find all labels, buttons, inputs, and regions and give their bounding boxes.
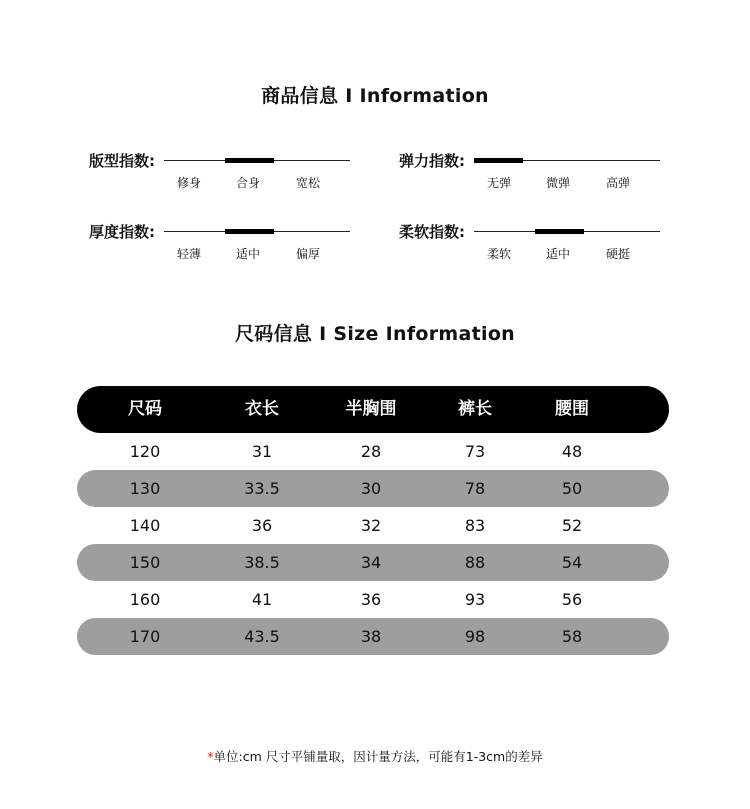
- softness-option-medium: 适中: [545, 247, 570, 261]
- thickness-index: [89, 221, 379, 271]
- softness-index-label: 柔软指数:: [399, 223, 465, 241]
- cell-waist: 56: [561, 590, 583, 609]
- softness-option-stiff: 硬挺: [605, 247, 630, 261]
- header-waist: 腰围: [555, 399, 589, 419]
- size-info-title: 尺码信息 I Size Information: [234, 323, 516, 345]
- cell-length: 33.5: [244, 479, 280, 498]
- fit-option-slim: 修身: [176, 176, 201, 190]
- fit-index: [89, 150, 379, 200]
- cell-size: 120: [129, 442, 161, 461]
- cell-length: 31: [251, 442, 273, 461]
- cell-pants-length: 73: [464, 442, 486, 461]
- cell-half-chest: 30: [360, 479, 382, 498]
- thickness-index-label: 厚度指数:: [89, 223, 155, 241]
- stretch-index-label: 弹力指数:: [399, 152, 465, 170]
- thickness-option-thin: 轻薄: [176, 247, 201, 261]
- thickness-index-marker: [225, 229, 274, 234]
- cell-pants-length: 98: [464, 627, 486, 646]
- cell-half-chest: 34: [360, 553, 382, 572]
- header-half-chest: 半胸围: [345, 399, 397, 419]
- softness-index: [399, 221, 689, 271]
- table-row: [77, 544, 669, 581]
- header-pants-length: 裤长: [458, 399, 492, 419]
- size-table-header: [77, 386, 669, 433]
- cell-length: 36: [251, 516, 273, 535]
- cell-size: 130: [129, 479, 161, 498]
- cell-size: 150: [129, 553, 161, 572]
- table-row: [77, 581, 669, 618]
- size-table: [77, 386, 669, 655]
- product-info-title: 商品信息 I Information: [261, 85, 489, 107]
- fit-option-regular: 合身: [235, 176, 260, 190]
- cell-pants-length: 88: [464, 553, 486, 572]
- stretch-index: [399, 150, 689, 200]
- cell-length: 43.5: [244, 627, 280, 646]
- fit-index-label: 版型指数:: [89, 152, 155, 170]
- cell-waist: 54: [561, 553, 583, 572]
- fit-index-marker: [225, 158, 274, 163]
- thickness-option-thick: 偏厚: [295, 247, 320, 261]
- cell-size: 160: [129, 590, 161, 609]
- thickness-option-medium: 适中: [235, 247, 260, 261]
- table-row: [77, 507, 669, 544]
- softness-index-marker: [535, 229, 584, 234]
- cell-size: 170: [129, 627, 161, 646]
- cell-length: 41: [251, 590, 273, 609]
- note-text: 单位:cm 尺寸平铺量取，因计量方法，可能有1-3cm的差异: [213, 749, 543, 764]
- table-row: [77, 433, 669, 470]
- softness-option-soft: 柔软: [486, 247, 511, 261]
- cell-waist: 52: [561, 516, 583, 535]
- fit-option-loose: 宽松: [295, 176, 320, 190]
- header-length: 衣长: [245, 399, 279, 419]
- cell-waist: 48: [561, 442, 583, 461]
- measurement-note: [0, 747, 750, 765]
- stretch-option-none: 无弹: [486, 176, 511, 190]
- cell-pants-length: 78: [464, 479, 486, 498]
- table-row: [77, 618, 669, 655]
- cell-pants-length: 83: [464, 516, 486, 535]
- cell-half-chest: 36: [360, 590, 382, 609]
- stretch-index-marker: [474, 158, 523, 163]
- cell-waist: 58: [561, 627, 583, 646]
- stretch-option-high: 高弹: [605, 176, 630, 190]
- stretch-option-slight: 微弹: [545, 176, 570, 190]
- cell-half-chest: 32: [360, 516, 382, 535]
- cell-half-chest: 28: [360, 442, 382, 461]
- cell-pants-length: 93: [464, 590, 486, 609]
- note-asterisk: *: [207, 749, 214, 764]
- header-size: 尺码: [128, 399, 162, 419]
- cell-waist: 50: [561, 479, 583, 498]
- cell-half-chest: 38: [360, 627, 382, 646]
- cell-length: 38.5: [244, 553, 280, 572]
- cell-size: 140: [129, 516, 161, 535]
- table-row: [77, 470, 669, 507]
